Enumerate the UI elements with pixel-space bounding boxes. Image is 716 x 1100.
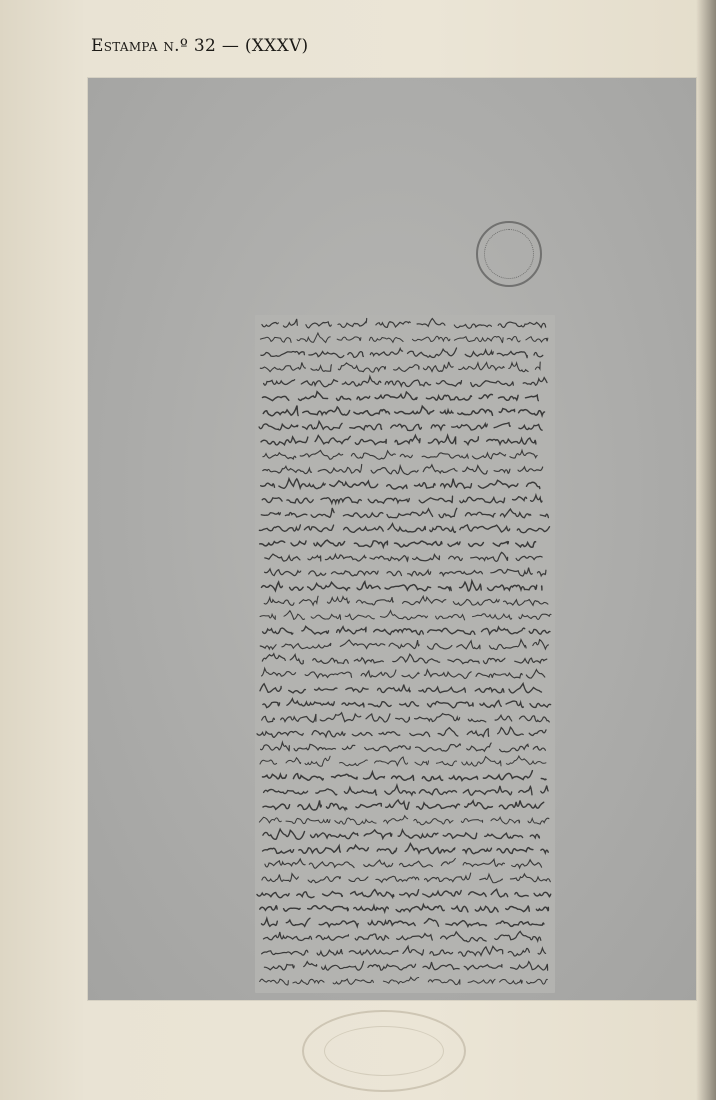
handwriting-line — [264, 596, 548, 605]
handwriting-line — [264, 377, 547, 387]
handwriting-line — [265, 552, 542, 561]
handwriting-line — [263, 829, 540, 839]
handwriting-line — [264, 931, 541, 942]
handwriting-line — [257, 889, 551, 897]
handwriting-lines — [255, 315, 555, 993]
handwriting-line — [260, 611, 551, 620]
caption-number: 32 — (XXXV) — [193, 36, 309, 56]
handwriting-line — [260, 977, 548, 985]
handwriting-line — [260, 905, 549, 913]
handwriting-line — [262, 319, 546, 329]
handwriting-line — [262, 946, 546, 956]
handwriting-line — [260, 540, 536, 547]
handwriting-line — [262, 918, 544, 926]
manuscript-image — [255, 315, 555, 993]
handwriting-line — [264, 961, 547, 970]
handwriting-line — [262, 668, 545, 678]
handwriting-line — [263, 771, 547, 781]
handwriting-line — [263, 699, 551, 708]
handwriting-line — [261, 508, 548, 518]
handwriting-line — [260, 362, 540, 372]
handwriting-line — [260, 684, 542, 694]
handwriting-line — [262, 654, 547, 664]
handwriting-line — [265, 568, 546, 576]
plate-caption — [91, 36, 308, 56]
handwriting-line — [260, 756, 546, 766]
handwriting-line — [263, 450, 537, 459]
handwriting-line — [261, 742, 546, 751]
photo-plate — [88, 78, 696, 1000]
handwriting-line — [260, 333, 547, 343]
handwriting-line — [262, 713, 550, 723]
handwriting-line — [261, 348, 543, 358]
handwriting-line — [263, 844, 549, 854]
handwriting-line — [261, 435, 536, 445]
faint-stamp-icon — [302, 1010, 466, 1092]
handwriting-line — [263, 406, 544, 416]
library-stamp-icon — [476, 221, 542, 287]
handwriting-line — [259, 421, 542, 430]
handwriting-line — [264, 785, 548, 795]
handwriting-line — [262, 873, 550, 883]
handwriting-line — [263, 465, 543, 475]
handwriting-line — [259, 524, 549, 533]
handwriting-line — [262, 495, 542, 503]
handwriting-line — [265, 859, 542, 869]
handwriting-line — [263, 800, 544, 810]
handwriting-line — [261, 479, 540, 489]
handwriting-line — [260, 640, 548, 650]
handwriting-line — [263, 392, 539, 401]
handwriting-line — [259, 816, 549, 825]
caption-prefix: Estampa n.º — [91, 36, 189, 56]
handwriting-line — [263, 626, 550, 634]
binding-shadow — [696, 0, 716, 1100]
handwriting-line — [257, 727, 546, 737]
handwriting-line — [262, 581, 542, 591]
